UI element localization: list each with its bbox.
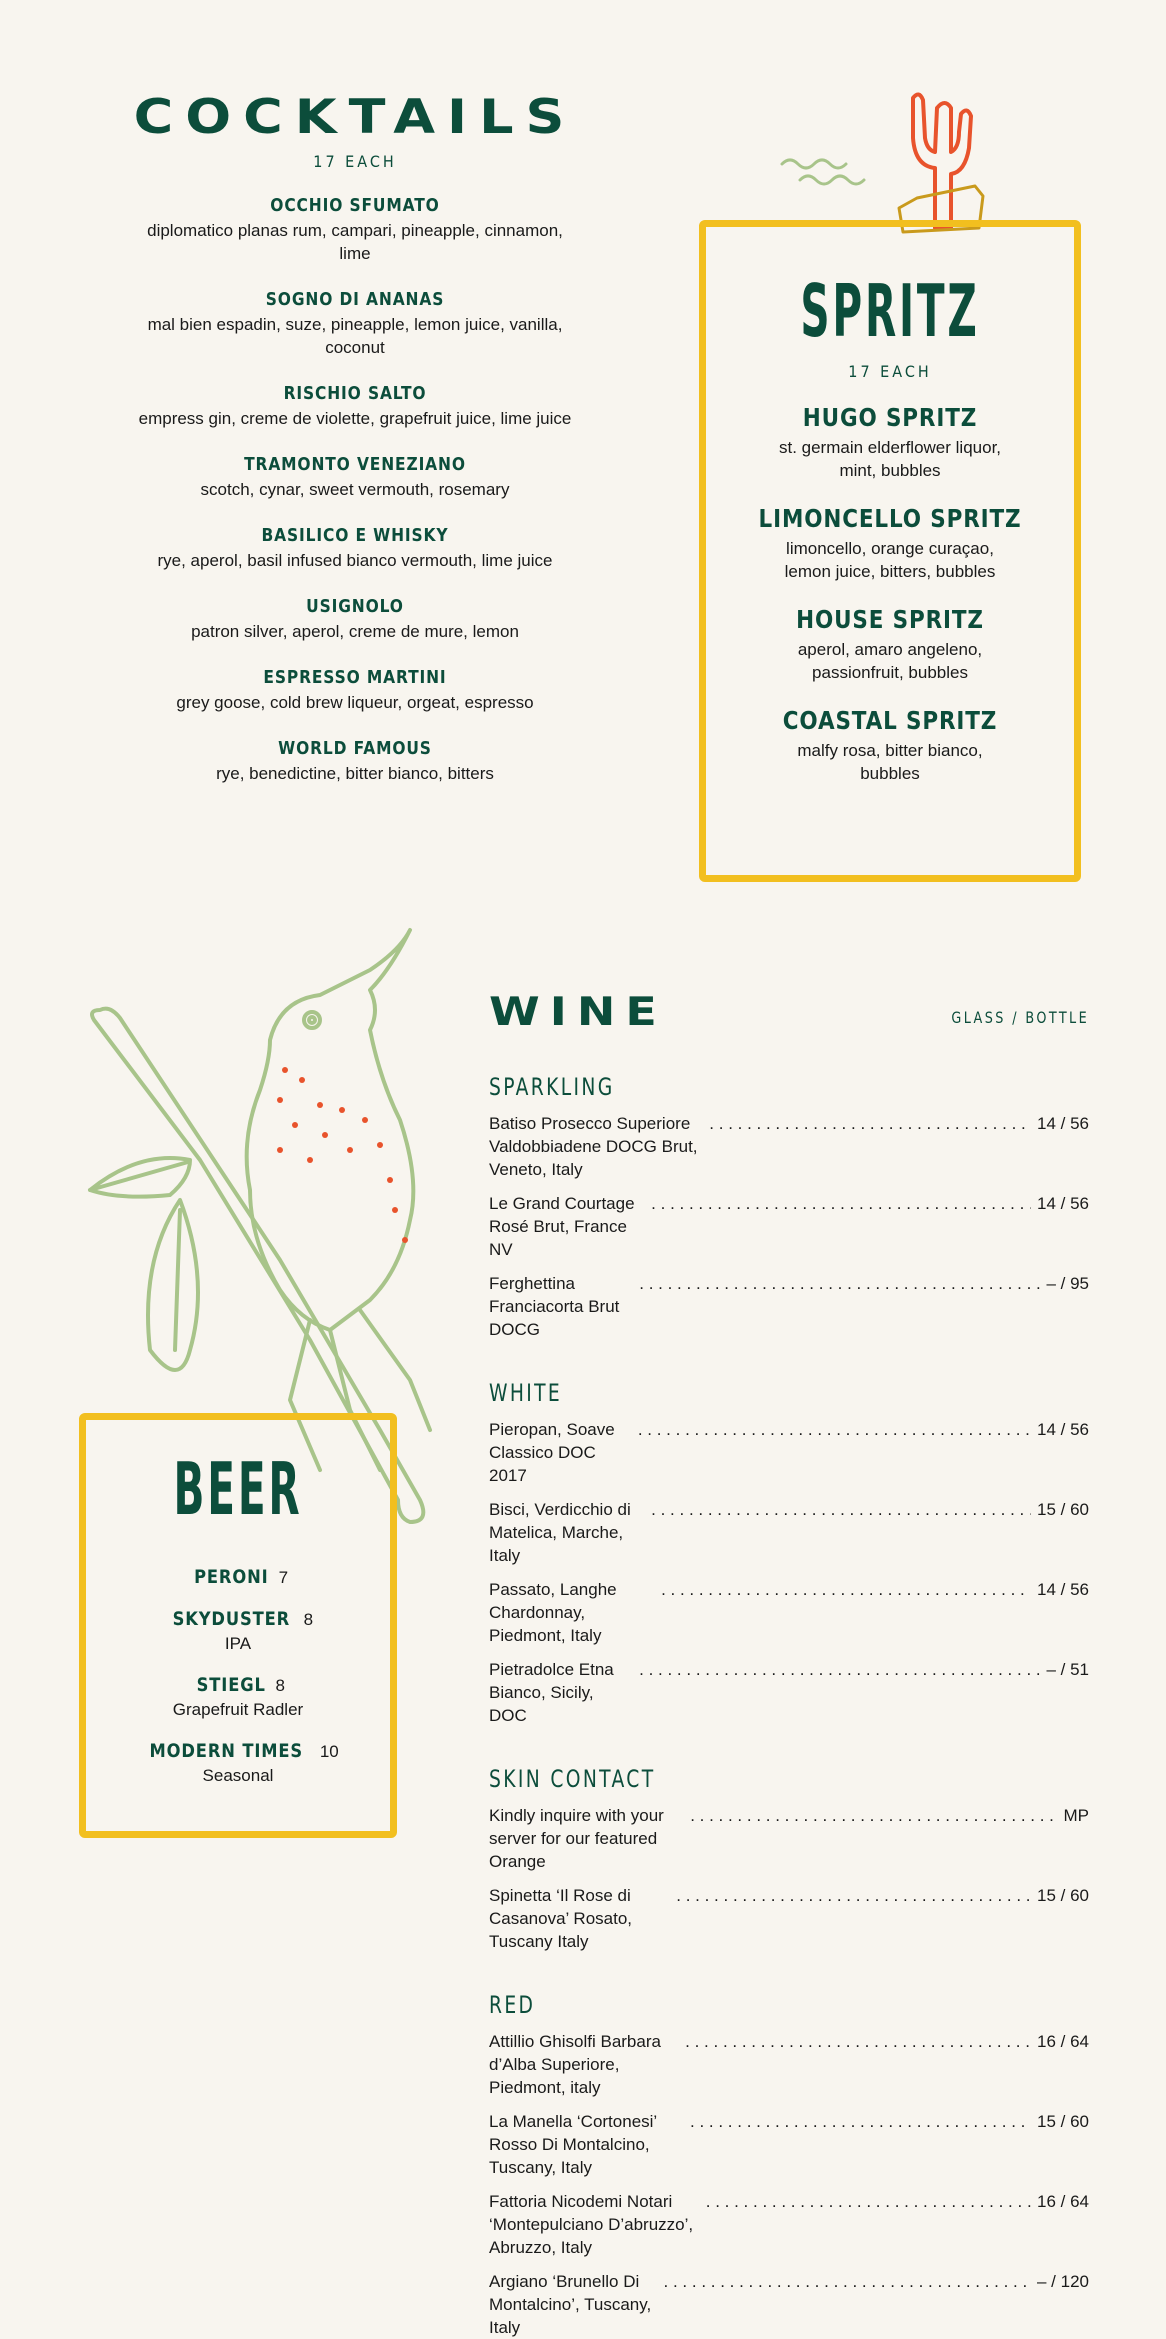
spritz-item [699, 605, 1081, 684]
wine-name: La Manella ‘Cortonesi’ Rosso Di Montalcino, Tuscany, Italy [489, 2112, 657, 2177]
cocktail-item [90, 383, 620, 430]
wine-price: 16 / 64 [1037, 2192, 1089, 2211]
wine-price: 16 / 64 [1037, 2032, 1089, 2051]
wine-name: Pietradolce Etna Bianco, Sicily, DOC [489, 1660, 614, 1725]
leader-dots [709, 1112, 1031, 1135]
wine-section-title: WHITE [489, 1379, 563, 1407]
beer-item [79, 1740, 397, 1786]
wine-item [489, 1418, 1089, 1487]
leader-dots [690, 1804, 1057, 1827]
wine-price: MP [1063, 1806, 1089, 1825]
cocktail-desc: rye, aperol, basil infused bianco vermouth, lime juice [157, 551, 553, 570]
wine-price: – / 51 [1046, 1660, 1089, 1679]
beer-item [79, 1674, 397, 1720]
wine-section-sparkling [489, 1073, 1089, 1341]
cocktail-desc: patron silver, aperol, creme de mure, lemon [191, 622, 519, 641]
wine-section-title: RED [489, 1991, 536, 2019]
wine-name: Kindly inquire with your server for our featured Orange [489, 1806, 664, 1871]
leader-dots [676, 1884, 1031, 1907]
beer-item [79, 1566, 397, 1588]
beer-name: STIEGL [196, 1674, 266, 1696]
cocktail-item [90, 195, 620, 265]
beer-name: MODERN TIMES [149, 1740, 304, 1762]
leader-dots [706, 2190, 1031, 2213]
spritz-price-note: 17 EACH [848, 362, 932, 381]
cocktail-desc: empress gin, creme de violette, grapefruit juice, lime juice [138, 409, 572, 428]
cocktail-item [90, 738, 620, 785]
spritz-desc: limoncello, orange curaçao, lemon juice, bitters, bubbles [784, 539, 996, 581]
cocktail-desc: grey goose, cold brew liqueur, orgeat, espresso [176, 693, 534, 712]
cocktail-name: SOGNO DI ANANAS [265, 289, 445, 310]
cocktail-item [90, 525, 620, 572]
cocktails-title: COCKTAILS [133, 88, 577, 145]
spritz-title: SPRITZ [800, 268, 980, 354]
beer-price: 7 [278, 1568, 289, 1587]
spritz-desc: st. germain elderflower liquor, mint, bubbles [778, 438, 1002, 480]
cocktail-desc: mal bien espadin, suze, pineapple, lemon juice, vanilla, coconut [147, 315, 563, 357]
cocktails-section [90, 90, 620, 785]
wine-name: Batiso Prosecco Superiore Valdobbiadene DOCG Brut, Veneto, Italy [489, 1114, 698, 1179]
spritz-name: HUGO SPRITZ [802, 403, 978, 432]
spritz-item [699, 403, 1081, 482]
leader-dots [639, 1658, 1040, 1681]
beer-name: SKYDUSTER [172, 1608, 291, 1630]
spritz-section [699, 268, 1081, 785]
cocktail-name: ESPRESSO MARTINI [263, 667, 447, 688]
wine-price: 14 / 56 [1037, 1194, 1089, 1213]
wine-section [489, 985, 1089, 2339]
wine-item [489, 1884, 1089, 1953]
spritz-item [699, 504, 1081, 583]
wine-name: Argiano ‘Brunello Di Montalcino’, Tuscany, Italy [489, 2272, 652, 2337]
beer-style: IPA [224, 1634, 252, 1653]
spritz-name: LIMONCELLO SPRITZ [758, 504, 1022, 533]
wine-name: Bisci, Verdicchio di Matelica, Marche, Italy [489, 1500, 631, 1565]
beer-style: Seasonal [202, 1766, 274, 1785]
wine-name: Le Grand Courtage Rosé Brut, France NV [489, 1194, 635, 1259]
wine-price: 15 / 60 [1037, 1500, 1089, 1519]
wine-name: Attillio Ghisolfi Barbara d’Alba Superiore, Piedmont, italy [489, 2032, 661, 2097]
cocktail-item [90, 596, 620, 643]
wine-item [489, 1272, 1089, 1341]
beer-section [79, 1446, 397, 1786]
wine-section-title: SKIN CONTACT [489, 1765, 656, 1793]
cocktail-name: TRAMONTO VENEZIANO [244, 454, 466, 475]
cocktail-item [90, 667, 620, 714]
cocktail-item [90, 289, 620, 359]
cocktail-desc: scotch, cynar, sweet vermouth, rosemary [200, 480, 510, 499]
cocktail-name: USIGNOLO [306, 596, 404, 617]
wine-item [489, 1578, 1089, 1647]
wine-item [489, 1658, 1089, 1727]
wine-item [489, 2190, 1089, 2259]
wine-price: 15 / 60 [1037, 1886, 1089, 1905]
cocktail-item [90, 454, 620, 501]
leader-dots [651, 1498, 1031, 1521]
wine-name: Fattoria Nicodemi Notari ‘Montepulciano D’abruzzo’, Abruzzo, Italy [489, 2192, 694, 2257]
beer-name: PERONI [193, 1566, 269, 1588]
wine-price: 14 / 56 [1037, 1420, 1089, 1439]
cocktail-name: BASILICO E WHISKY [261, 525, 449, 546]
leader-dots [685, 2030, 1031, 2053]
cocktail-name: RISCHIO SALTO [283, 383, 427, 404]
wine-price: – / 120 [1037, 2272, 1089, 2291]
leader-dots [638, 1418, 1031, 1441]
wine-section-title: SPARKLING [489, 1073, 615, 1101]
wine-name: Spinetta ‘Il Rose di Casanova’ Rosato, Tuscany Italy [489, 1886, 633, 1951]
wine-title: WINE [489, 988, 667, 1035]
wine-price-header: GLASS / BOTTLE [951, 1008, 1089, 1027]
leader-dots [664, 2270, 1031, 2293]
leader-dots [661, 1578, 1031, 1601]
cocktail-desc: rye, benedictine, bitter bianco, bitters [216, 764, 494, 783]
wine-item [489, 2110, 1089, 2179]
beer-style: Grapefruit Radler [172, 1700, 304, 1719]
beer-price: 8 [303, 1610, 314, 1629]
wine-price: 14 / 56 [1037, 1580, 1089, 1599]
wine-section-white [489, 1379, 1089, 1727]
wine-item [489, 1192, 1089, 1261]
wine-section-skin-contact [489, 1765, 1089, 1953]
wine-price: 15 / 60 [1037, 2112, 1089, 2131]
wine-item [489, 1112, 1089, 1181]
spritz-name: COASTAL SPRITZ [782, 706, 998, 735]
spritz-name: HOUSE SPRITZ [796, 605, 984, 634]
leader-dots [690, 2110, 1031, 2133]
spritz-item [699, 706, 1081, 785]
spritz-desc: aperol, amaro angeleno, passionfruit, bubbles [797, 640, 983, 682]
wine-item [489, 2030, 1089, 2099]
leader-dots [639, 1272, 1040, 1295]
beer-price: 10 [319, 1742, 339, 1761]
beer-price: 8 [275, 1676, 285, 1695]
wave-icon [780, 150, 880, 190]
beer-item [79, 1608, 397, 1654]
cocktail-desc: diplomatico planas rum, campari, pineapple, cinnamon, lime [147, 221, 563, 263]
wine-name: Ferghettina Franciacorta Brut DOCG [489, 1274, 620, 1339]
cocktail-name: OCCHIO SFUMATO [270, 195, 440, 216]
wine-price: 14 / 56 [1037, 1114, 1089, 1133]
cocktail-name: WORLD FAMOUS [278, 738, 432, 759]
leader-dots [651, 1192, 1031, 1215]
wine-item [489, 1804, 1089, 1873]
wine-item [489, 2270, 1089, 2339]
cocktails-price-note: 17 EACH [313, 152, 397, 171]
spritz-desc: malfy rosa, bitter bianco, bubbles [797, 741, 983, 783]
wine-section-red [489, 1991, 1089, 2339]
wine-price: – / 95 [1046, 1274, 1089, 1293]
beer-title: BEER [173, 1446, 303, 1532]
wine-item [489, 1498, 1089, 1567]
wine-name: Passato, Langhe Chardonnay, Piedmont, Italy [489, 1580, 617, 1645]
wine-name: Pieropan, Soave Classico DOC 2017 [489, 1420, 615, 1485]
